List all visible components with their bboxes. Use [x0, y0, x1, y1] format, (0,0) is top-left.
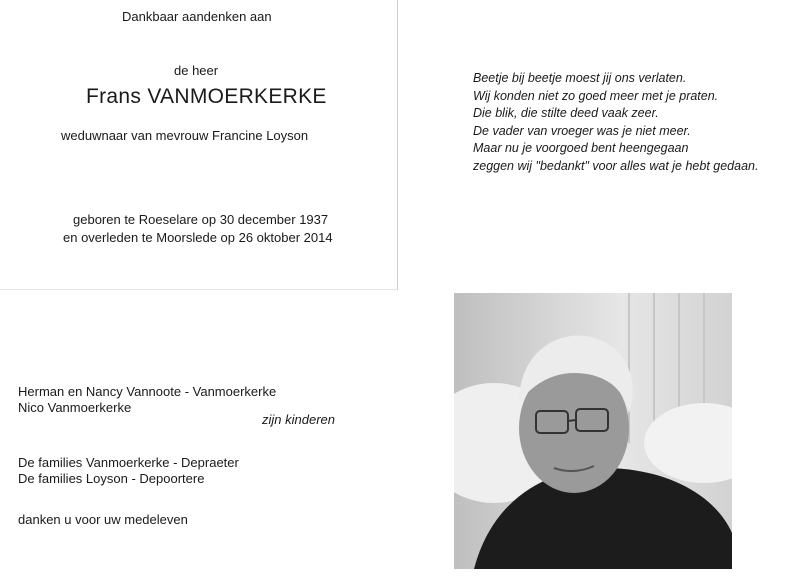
children-label: zijn kinderen	[262, 412, 335, 427]
child-line: Herman en Nancy Vannoote - Vanmoerkerke	[18, 384, 277, 399]
widower-line: weduwnaar van mevrouw Francine Loyson	[61, 128, 309, 143]
salutation: de heer	[174, 63, 219, 78]
death-line: en overleden te Moorslede op 26 oktober 2014	[63, 230, 333, 245]
poem-line: De vader van vroeger was je niet meer.	[473, 123, 691, 138]
poem-line: Die blik, die stilte deed vaak zeer.	[473, 106, 659, 120]
deceased-name: Frans VANMOERKERKE	[86, 85, 327, 108]
card-fold-vertical	[397, 0, 398, 290]
intro-line: Dankbaar aandenken aan	[122, 9, 272, 24]
family-line: De families Loyson - Depoortere	[18, 471, 205, 486]
poem-line: Beetje bij beetje moest jij ons verlaten.	[473, 71, 687, 85]
poem-line: Wij konden niet zo goed meer met je praten.	[473, 88, 719, 103]
memorial-poem	[473, 70, 758, 175]
poem-line: Maar nu je voorgoed bent heengegaan	[473, 141, 689, 155]
thanks-line: danken u voor uw medeleven	[18, 512, 188, 527]
birth-line: geboren te Roeselare op 30 december 1937	[73, 212, 329, 227]
family-line: De families Vanmoerkerke - Depraeter	[18, 455, 239, 470]
child-line: Nico Vanmoerkerke	[18, 400, 132, 415]
poem-line: zeggen wij "bedankt" voor alles wat je hebt gedaan.	[473, 158, 759, 173]
card-fold-horizontal	[0, 289, 397, 290]
portrait-photo	[454, 293, 732, 569]
